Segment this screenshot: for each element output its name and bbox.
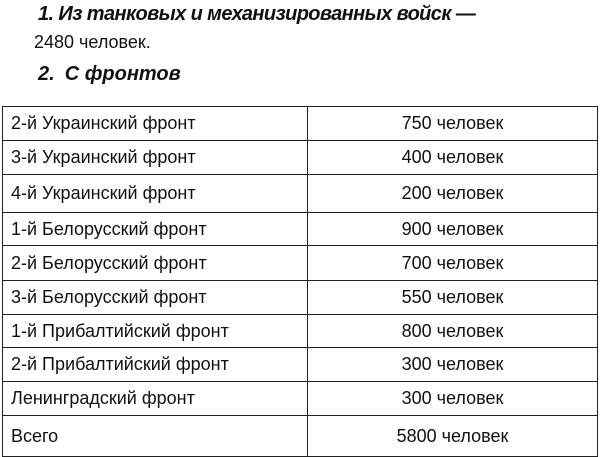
front-name-cell: 1-й Прибалтийский фронт bbox=[3, 315, 308, 348]
section-1-heading: 1. Из танковых и механизированных войск — bbox=[38, 3, 476, 25]
total-count-cell: 5800 человек bbox=[308, 416, 598, 457]
table-row bbox=[3, 315, 598, 348]
total-label-cell: Всего bbox=[3, 416, 308, 457]
table-row bbox=[3, 281, 598, 315]
count-cell: 400 человек bbox=[308, 141, 598, 175]
front-name-cell: 3-й Украинский фронт bbox=[3, 141, 308, 175]
section-2-number: 2. bbox=[38, 63, 55, 85]
table-row bbox=[3, 382, 598, 416]
count-cell: 200 человек bbox=[308, 175, 598, 213]
front-name-cell: 2-й Прибалтийский фронт bbox=[3, 348, 308, 382]
count-cell: 750 человек bbox=[308, 107, 598, 141]
count-cell: 300 человек bbox=[308, 348, 598, 382]
front-name-cell: 3-й Белорусский фронт bbox=[3, 281, 308, 315]
count-cell: 700 человек bbox=[308, 246, 598, 281]
table-row bbox=[3, 246, 598, 281]
count-cell: 800 человек bbox=[308, 315, 598, 348]
total-row bbox=[3, 416, 598, 457]
fronts-table bbox=[2, 106, 598, 457]
count-cell: 550 человек bbox=[308, 281, 598, 315]
front-name-cell: 1-й Белорусский фронт bbox=[3, 213, 308, 246]
count-cell: 900 человек bbox=[308, 213, 598, 246]
front-name-cell: 2-й Белорусский фронт bbox=[3, 246, 308, 281]
section-1-value: 2480 человек. bbox=[34, 32, 151, 52]
front-name-cell: 2-й Украинский фронт bbox=[3, 107, 308, 141]
table-row bbox=[3, 213, 598, 246]
table-row bbox=[3, 107, 598, 141]
table-row bbox=[3, 348, 598, 382]
section-2-heading bbox=[38, 63, 181, 86]
table-row bbox=[3, 175, 598, 213]
table-row bbox=[3, 141, 598, 175]
section-2-title: С фронтов bbox=[64, 63, 181, 85]
count-cell: 300 человек bbox=[308, 382, 598, 416]
front-name-cell: Ленинградский фронт bbox=[3, 382, 308, 416]
front-name-cell: 4-й Украинский фронт bbox=[3, 175, 308, 213]
